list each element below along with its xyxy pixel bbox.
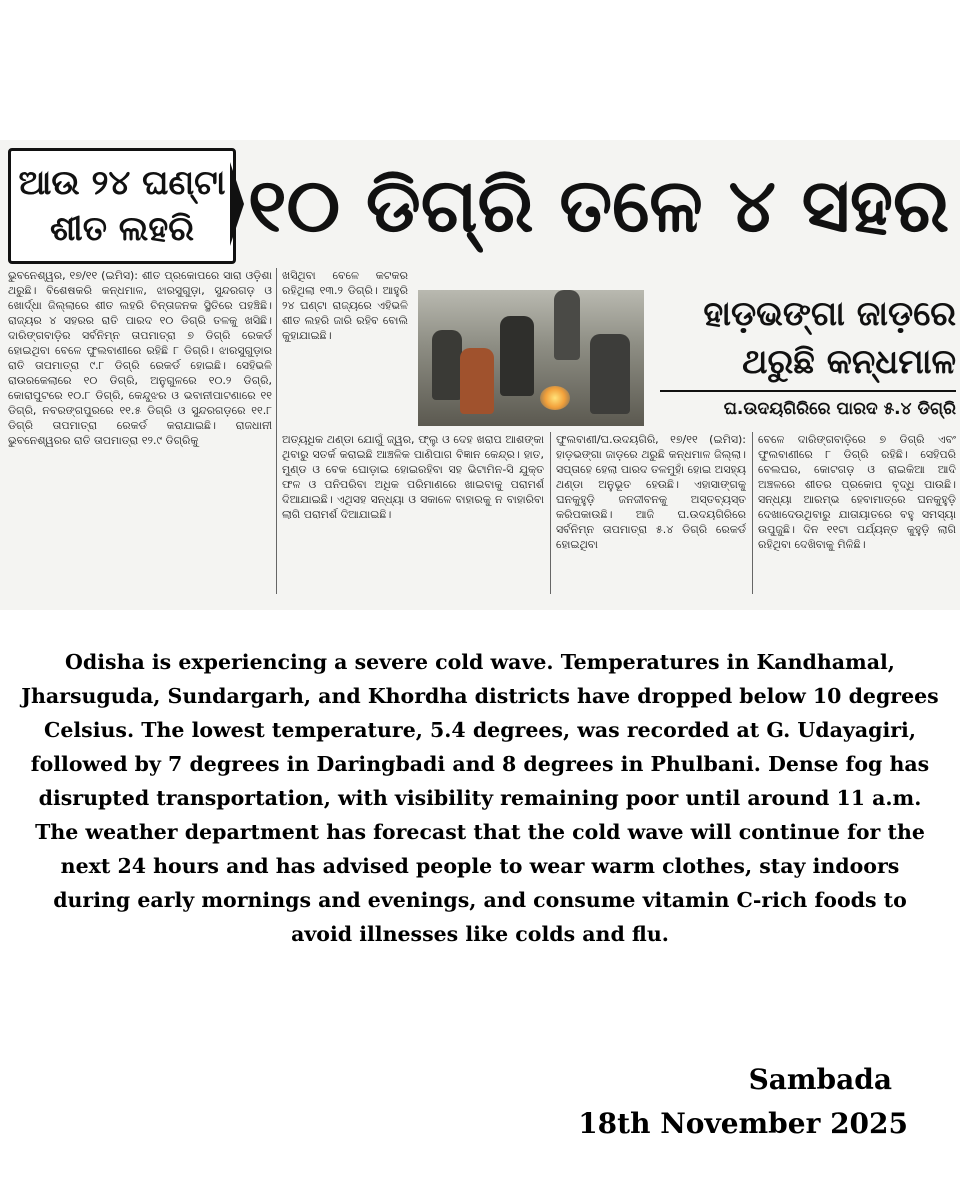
newspaper-clipping bbox=[0, 140, 960, 610]
subheadline-note: ଘ.ଉଦୟଗିରିରେ ପାରଦ ୫.୪ ଡିଗ୍ରି bbox=[723, 399, 956, 419]
source-date: 18th November 2025 bbox=[578, 1107, 908, 1140]
column-rule bbox=[276, 268, 277, 594]
headline: ୧୦ ଡିଗ୍ରି ତଳେ ୪ ସହର bbox=[248, 163, 950, 249]
bonfire-icon bbox=[540, 386, 570, 410]
column-rule bbox=[550, 432, 551, 594]
english-summary: Odisha is experiencing a severe cold wave. Temperatures in Kandhamal, Jharsuguda, Sundargarh, and Khordha districts have dropped below 10 degrees Celsius. The lowest temperature, 5.4 degrees, was recorded at G. Udayagiri, followed by 7 degrees in Daringbadi and 8 degrees in Phulbani. Dense fog has disrupted transportation, with visibility remaining poor until around 11 a.m. The weather department has forecast that the cold wave will continue for the next 24 hours and has advised people to wear warm clothes, stay indoors during early mornings and evenings, and consume vitamin C-rich foods to avoid illnesses like colds and flu. bbox=[21, 650, 939, 946]
kicker-line-2: ଶୀତ ଲହରି bbox=[50, 209, 194, 249]
chevron-divider bbox=[230, 162, 244, 246]
kicker-line-1: ଆଉ ୨୪ ଘଣ୍ଟା bbox=[18, 163, 226, 203]
subheadline-line-1: ହାଡ଼ଭଙ୍ଗା ଜାଡ଼ରେ bbox=[703, 294, 956, 334]
kicker-box bbox=[8, 148, 236, 264]
article-column-5: ବେଳେ ଦାରିଙ୍ଗବାଡ଼ିରେ ୭ ଡିଗ୍ରି ଏବଂ ଫୁଲବାଣୀରେ ୮ ଡିଗ୍ରି ରହିଛି। ସେହିପରି ବେଲଘର, କୋଟଗଡ଼ ଓ ରାଇକିଆ ଆଦି ଅଞ୍ଚଳରେ ଶୀତର ପ୍ରକୋପ ବୃଦ୍ଧି ପାଉଛି। ସନ୍ଧ୍ୟା ଆରମ୍ଭ ହେବାମାତ୍ରେ ଘନକୁହୁଡ଼ି ଦେଖାଦେଉଥିବାରୁ ଯାତାୟାତରେ ବହୁ ସମସ୍ୟା ଉପୁଜୁଛି। ଦିନ ୧୧ଟା ପର୍ଯ୍ୟନ୍ତ କୁହୁଡ଼ି ଲାଗି ରହିଥିବା ଦେଖିବାକୁ ମିଳିଛି। bbox=[758, 433, 956, 551]
column-rule bbox=[752, 432, 753, 594]
article-column-4: ଫୁଲବାଣୀ/ଘ.ଉଦୟଗିରି, ୧୭/୧୧ (ଇମିସ): ହାଡ଼ଭଙ୍ଗା ଜାଡ଼ରେ ଥରୁଛି କନ୍ଧମାଳ ଜିଲ୍ଲା। ସପ୍ତାହେ ହେଲା ପାରଦ ତଳମୁହାଁ ହୋଇ ଅସହ୍ୟ ଥଣ୍ଡା ଅନୁଭୂତ ହେଉଛି। ଏହାସାଙ୍ଗକୁ ଘନକୁହୁଡ଼ି ଜନଜୀବନକୁ ଅସ୍ତବ୍ୟସ୍ତ କରିପକାଉଛି। ଆଜି ଘ.ଉଦୟଗିରିରେ ସର୍ବନିମ୍ନ ତାପମାତ୍ରା ୫.୪ ଡିଗ୍ରି ରେକର୍ଡ ହୋଇଥିବା bbox=[556, 433, 746, 551]
source-block bbox=[560, 1058, 940, 1146]
source-name: Sambada bbox=[748, 1063, 892, 1096]
news-photo bbox=[418, 290, 644, 426]
article-column-2: ଖସିଥିବା ବେଳେ କଟକର ରହିଥିଲା ୧୩.୨ ଡିଗ୍ରି। ଆହୁରି ୨୪ ଘଣ୍ଟା ରାଜ୍ୟରେ ଏହିଭଳି ଶୀତ ଲହରି ଜାରି ରହିବ ବୋଲି କୁହାଯାଇଛି। bbox=[282, 269, 408, 342]
subheadline bbox=[660, 290, 956, 390]
article-column-1: ଭୁବନେଶ୍ୱର, ୧୭/୧୧ (ଇମିସ): ଶୀତ ପ୍ରକୋପରେ ସାରା ଓଡ଼ିଶା ଥରୁଛି। ବିଶେଷକରି କନ୍ଧମାଳ, ଝାରସୁଗୁଡ଼ା, ସୁନ୍ଦରଗଡ଼ ଓ ଖୋର୍ଦ୍ଧା ଜିଲ୍ଲାରେ ଶୀତ ଲହରି ଚିନ୍ତାଜନକ ସ୍ଥିତିରେ ପହଞ୍ଚିଛି। ରାଜ୍ୟର ୪ ସହରର ରାତି ପାରଦ ୧୦ ଡିଗ୍ରି ତଳକୁ ଖସିଛି। ଦାରିଙ୍ଗବାଡ଼ିର ସର୍ବନିମ୍ନ ତାପମାତ୍ରା ୭ ଡିଗ୍ରି ରେକର୍ଡ ହୋଇଥିବା ବେଳେ ଫୁଲବାଣୀରେ ରହିଛି ୮ ଡିଗ୍ରି। ଝାରସୁଗୁଡ଼ାର ରାତି ତାପମାତ୍ରା ୯.୮ ଡିଗ୍ରି ରେକର୍ଡ ହୋଇଛି। ସେହିଭଳି ରାଉରକେଲାରେ ୧୦ ଡିଗ୍ରି, ଅନୁଗୁଳରେ ୧୦.୨ ଡିଗ୍ରି, କୋରାପୁଟରେ ୧୦.୮ ଡିଗ୍ରି, କେନ୍ଦୁଝର ଓ ଭବାନୀପାଟଣାରେ ୧୧ ଡିଗ୍ରି, ନବରଙ୍ଗପୁରରେ ୧୧.୫ ଡିଗ୍ରି ଓ ସୁନ୍ଦରଗଡ଼ରେ ୧୧.୮ ଡିଗ୍ରି ତାପମାତ୍ରା ରେକର୍ଡ କରାଯାଇଛି। ରାଜଧାନୀ ଭୁବନେଶ୍ୱରର ରାତି ତାପମାତ୍ରା ୧୨.୯ ଡିଗ୍ରିକୁ bbox=[8, 269, 272, 447]
subheadline-rule bbox=[660, 390, 956, 392]
subheadline-line-2: ଥରୁଛି କନ୍ଧମାଳ bbox=[742, 342, 956, 382]
article-column-3: ଅତ୍ୟଧିକ ଥଣ୍ଡା ଯୋଗୁଁ ଜ୍ୱର, ଫ୍ଲୁ ଓ ଦେହ ଖରାପ ଆଶଙ୍କା ଥିବାରୁ ସତର୍କ କରାଇଛି ଆଞ୍ଚଳିକ ପାଣିପାଗ ବିଜ୍ଞାନ କେନ୍ଦ୍ର। ହାତ, ମୁଣ୍ଡ ଓ ବେକ ଘୋଡ଼ାଇ ହୋଇରହିବା ସହ ଭିଟାମିନ-ସି ଯୁକ୍ତ ଫଳ ଓ ପନିପରିବା ଅଧିକ ପରିମାଣରେ ଖାଇବାକୁ ପରାମର୍ଶ ଦିଆଯାଇଛି। ଏଥିସହ ସନ୍ଧ୍ୟା ଓ ସକାଳେ ବାହାରକୁ ନ ବାହାରିବା ଲାଗି ପରାମର୍ଶ ଦିଆଯାଇଛି। bbox=[282, 433, 544, 521]
